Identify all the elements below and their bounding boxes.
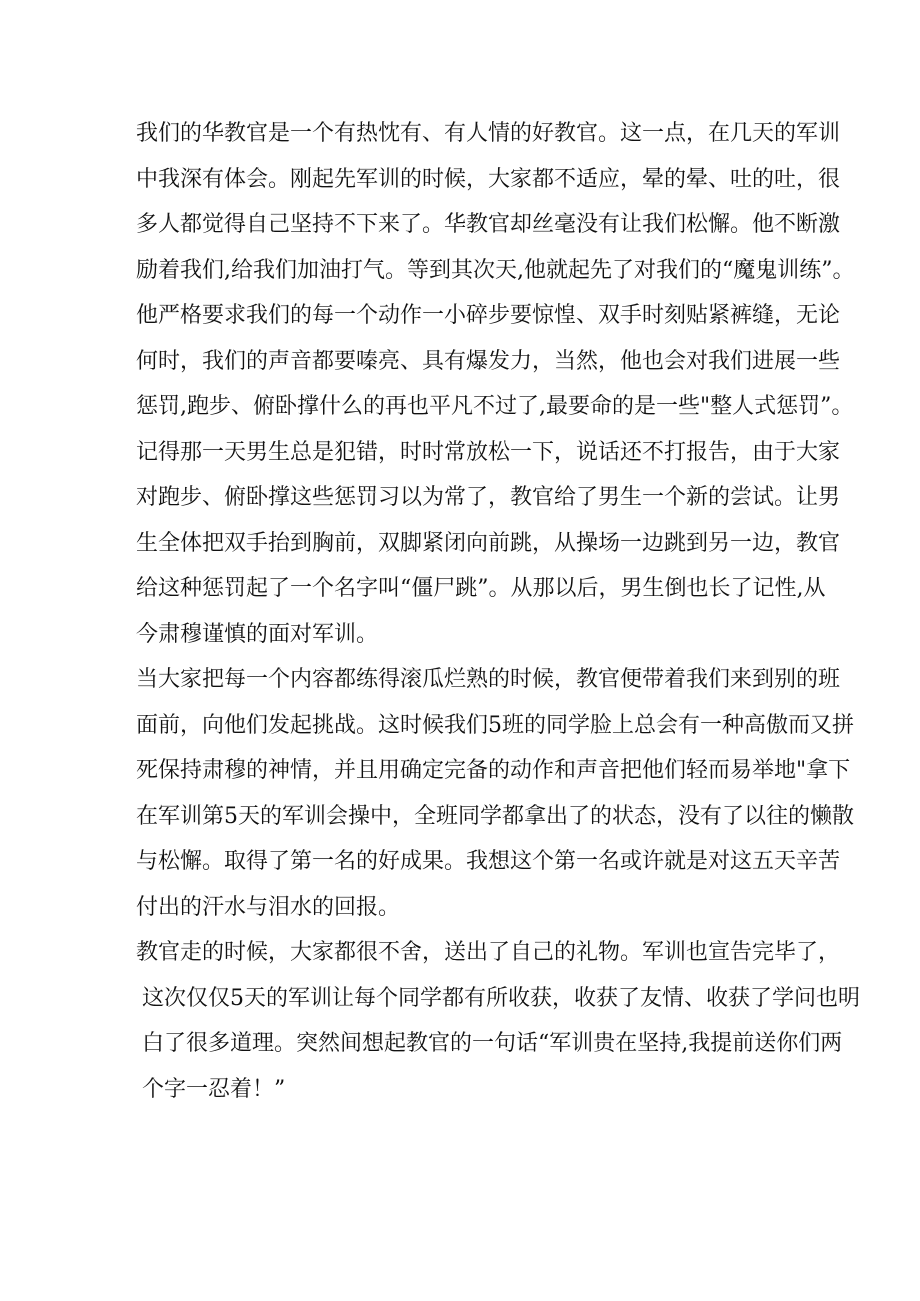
text-line: 对跑步、俯卧撑这些惩罚习以为常了，教官给了男生一个新的尝试。让男 — [136, 485, 841, 510]
text-line: 与松懈。取得了第一名的好成果。我想这个第一名或许就是对这五天辛苦 — [136, 849, 841, 874]
text-line: 白了很多道理。突然间想起教官的一句话“军训贵在坚持,我提前送你们两 — [142, 1031, 843, 1056]
paragraph-2 — [136, 657, 854, 930]
text-line: 这次仅仅5天的军训让每个同学都有所收获，收获了友情、收获了学问也明 — [142, 985, 860, 1011]
paragraph-3 — [136, 930, 860, 1112]
text-line: 当大家把每一个内容都练得滚瓜烂熟的时候，教官便带着我们来到别的班 — [136, 667, 841, 692]
text-line: 记得那一天男生总是犯错，时时常放松一下，说话还不打报告，由于大家 — [136, 439, 841, 465]
text-line: 个字一忍着！” — [142, 1076, 286, 1102]
text-line: 我们的华教官是一个有热忱有、有人情的好教官。这一点，在几天的军训 — [136, 121, 841, 146]
document-body — [136, 111, 860, 1112]
text-line: 励着我们,给我们加油打气。等到其次天,他就起先了对我们的“魔鬼训练”。 — [136, 257, 855, 283]
text-line: 给这种惩罚起了一个名字叫“僵尸跳”。从那以后，男生倒也长了记性,从 — [136, 576, 826, 601]
text-line: 他严格要求我们的每一个动作一小碎步要惊惶、双手时刻贴紧裤缝，无论 — [136, 303, 841, 328]
text-line: 付出的汗水与泪水的回报。 — [136, 894, 401, 920]
text-line: 面前，向他们发起挑战。这时候我们5班的同学脸上总会有一种高傲而又拼 — [136, 712, 854, 738]
text-line: 多人都觉得自己坚持不下来了。华教官却丝毫没有让我们松懈。他不断激 — [136, 212, 841, 237]
text-line: 生全体把双手抬到胸前，双脚紧闭向前跳，从操场一边跳到另一边，教官 — [136, 530, 841, 556]
text-line: 在军训第5天的军训会操中，全班同学都拿出了的状态，没有了以往的懒散 — [136, 803, 854, 829]
text-line: 死保持肃穆的神情，并且用确定完备的动作和声音把他们轻而易举地"拿下 — [136, 758, 851, 783]
text-line: 何时，我们的声音都要嗪亮、具有爆发力，当然，他也会对我们进展一些 — [136, 348, 841, 374]
text-line: 教官走的时候，大家都很不舍，送出了自己的礼物。军训也宣告完毕了， — [136, 940, 841, 965]
text-line: 惩罚,跑步、俯卧撑什么的再也平凡不过了,最要命的是一些"整人式惩罚”。 — [136, 394, 854, 419]
text-line: 中我深有体会。刚起先军训的时候，大家都不适应，晕的晕、吐的吐，很 — [136, 166, 841, 192]
text-line: 今肃穆谨慎的面对军训。 — [136, 621, 379, 647]
paragraph-1 — [136, 111, 855, 657]
